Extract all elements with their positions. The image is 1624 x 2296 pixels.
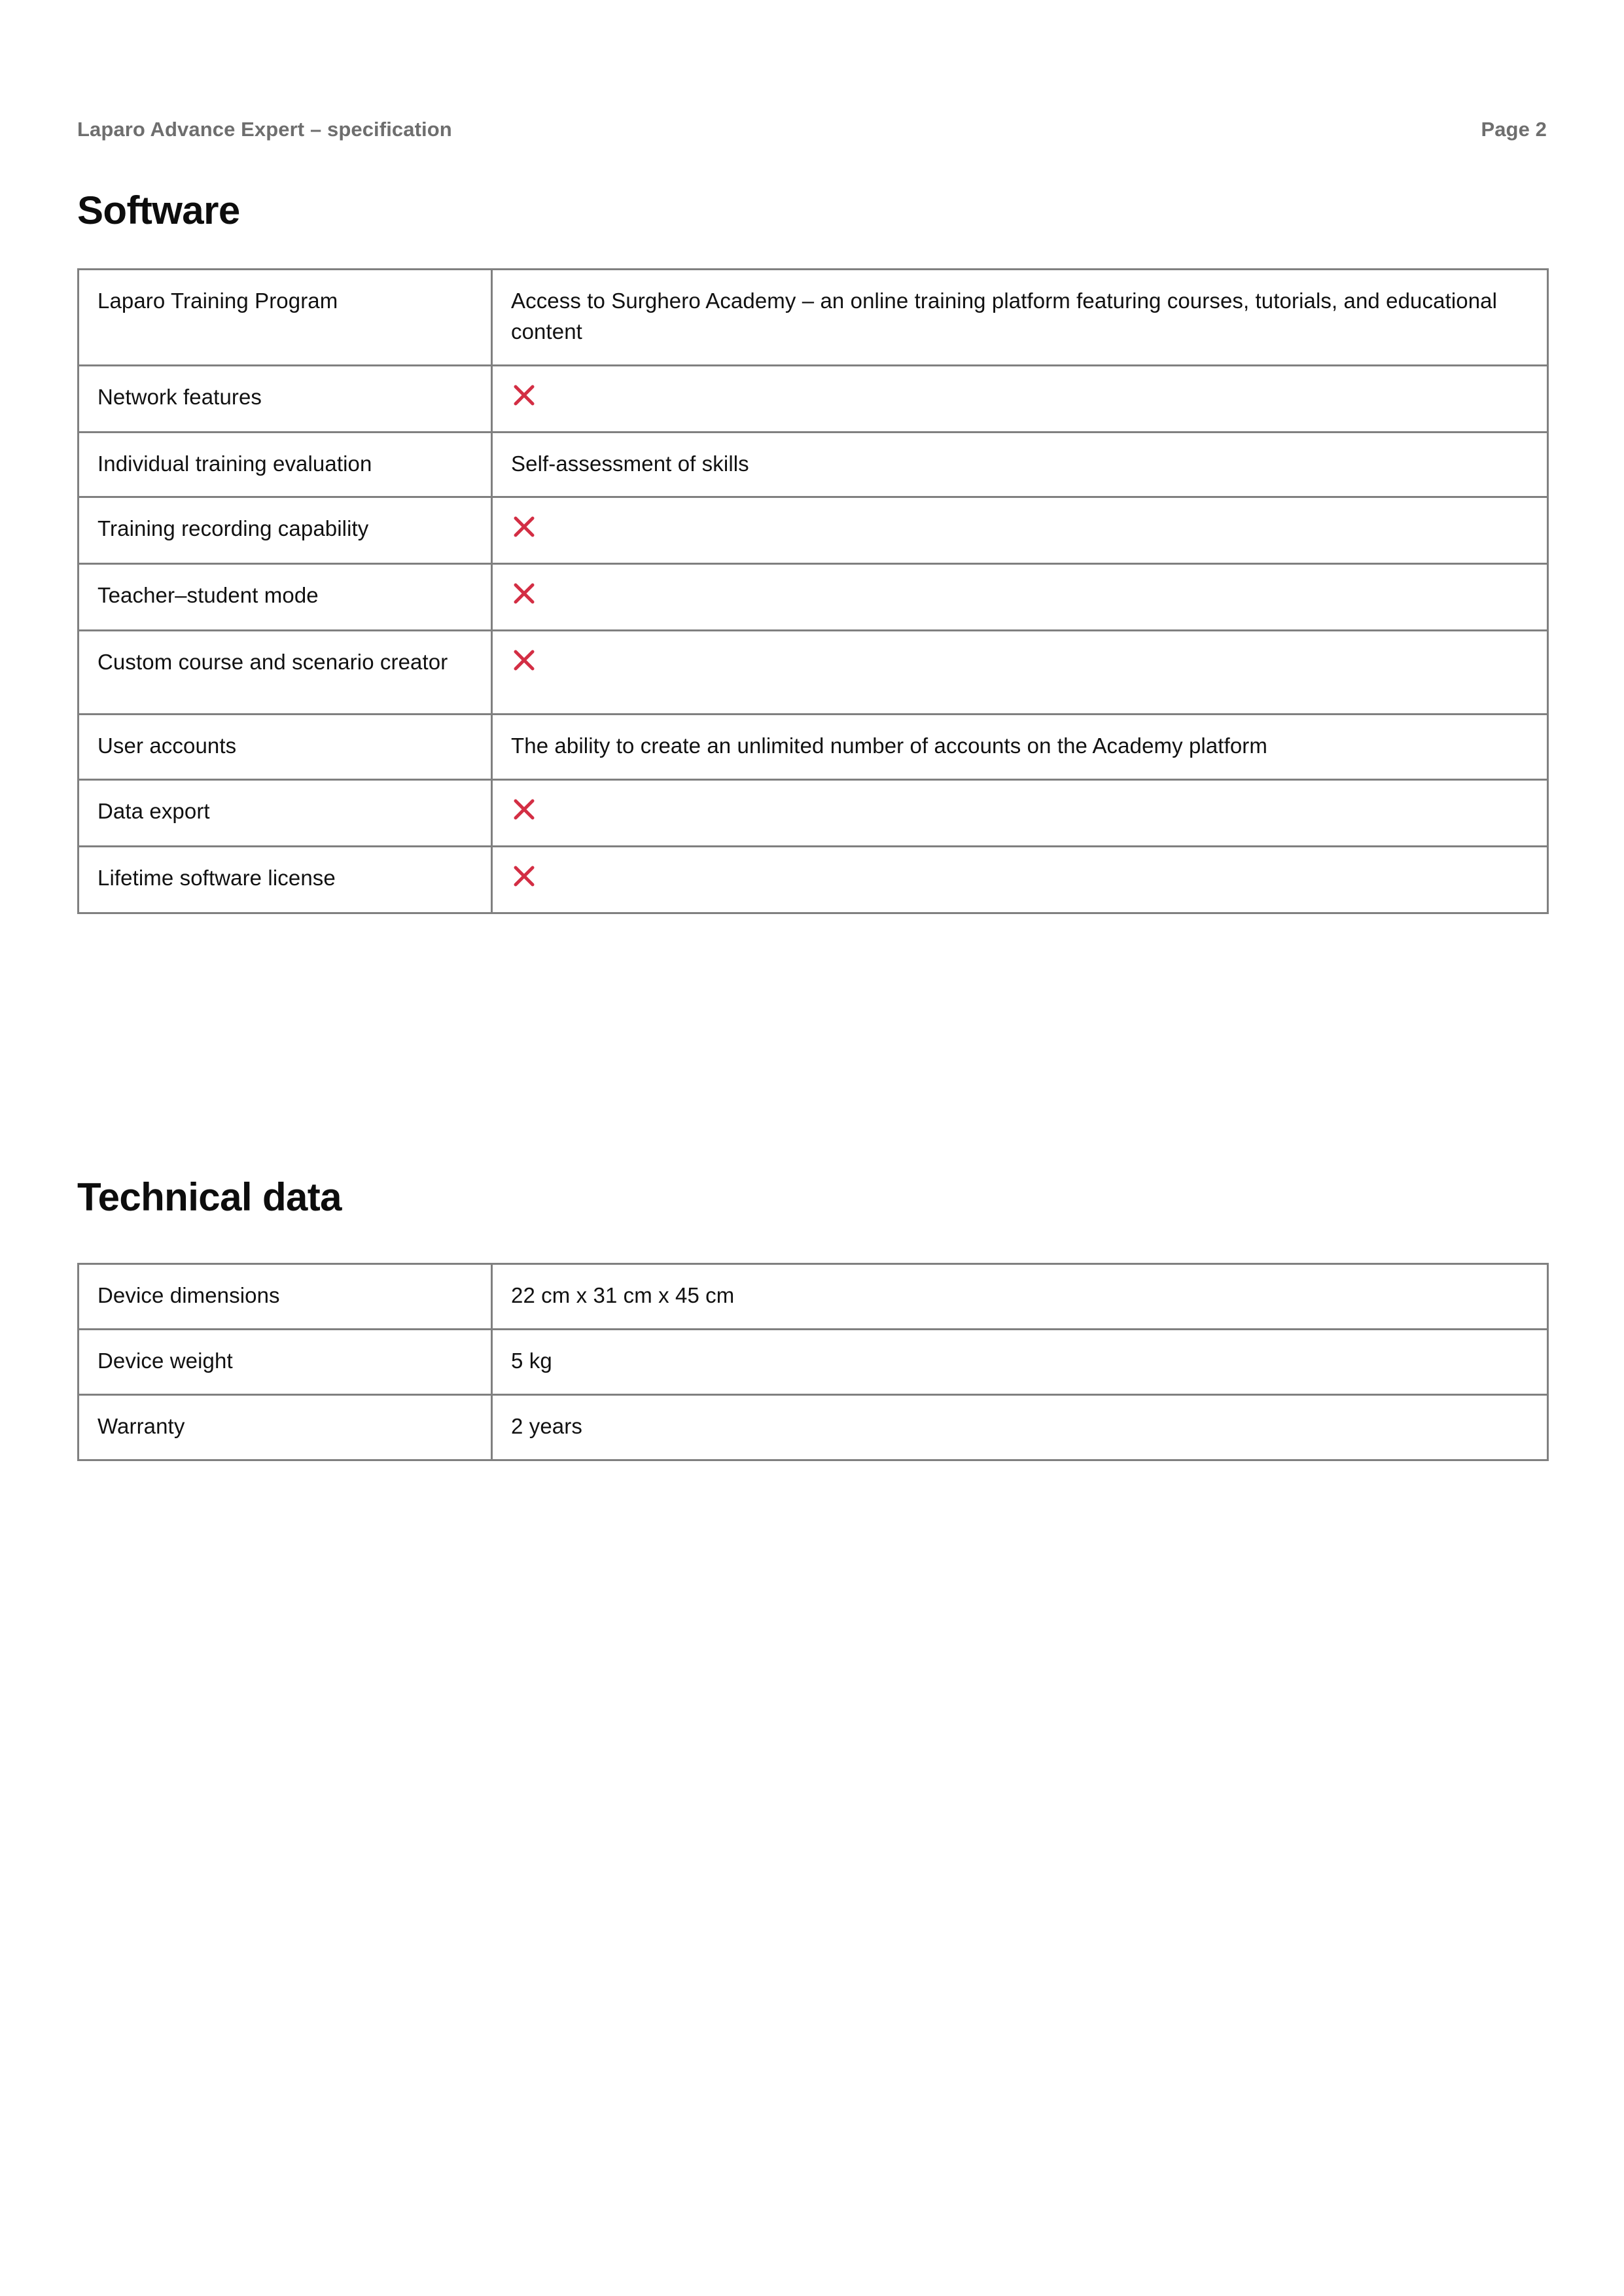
technical-table-body xyxy=(79,1264,1548,1460)
spec-value-text: Self-assessment of skills xyxy=(511,451,749,476)
spec-label-cell: Training recording capability xyxy=(79,497,492,564)
spec-label-cell: Device dimensions xyxy=(79,1264,492,1330)
spec-label-cell: Network features xyxy=(79,365,492,432)
cross-mark-icon xyxy=(511,382,537,408)
table-row xyxy=(79,564,1548,631)
spec-value-text: 22 cm x 31 cm x 45 cm xyxy=(511,1283,735,1307)
table-row xyxy=(79,270,1548,366)
spec-value-cell xyxy=(492,1329,1548,1394)
table-row xyxy=(79,1394,1548,1460)
spec-label-cell: Data export xyxy=(79,780,492,847)
software-table-body xyxy=(79,270,1548,913)
table-row xyxy=(79,631,1548,715)
spec-value-cell xyxy=(492,365,1548,432)
spec-label-cell: Lifetime software license xyxy=(79,846,492,913)
spec-value-text: The ability to create an unlimited number of accounts on the Academy platform xyxy=(511,733,1267,758)
spec-label-cell: Custom course and scenario creator xyxy=(79,631,492,715)
cross-mark-icon xyxy=(511,863,537,889)
spec-value-cell xyxy=(492,780,1548,847)
section-heading-software: Software xyxy=(77,188,240,232)
table-row xyxy=(79,432,1548,497)
spec-value-text: 2 years xyxy=(511,1413,582,1438)
spec-value-cell xyxy=(492,497,1548,564)
section-heading-technical-data: Technical data xyxy=(77,1175,342,1219)
spec-value-cell xyxy=(492,564,1548,631)
spec-value-text: 5 kg xyxy=(511,1348,552,1373)
spec-label-cell: Individual training evaluation xyxy=(79,432,492,497)
spec-label-cell: Laparo Training Program xyxy=(79,270,492,366)
table-row xyxy=(79,1264,1548,1330)
spec-label-cell: Device weight xyxy=(79,1329,492,1394)
spec-label-cell: Warranty xyxy=(79,1394,492,1460)
spec-value-text: Access to Surghero Academy – an online training platform featuring courses, tutorials, and educational content xyxy=(511,289,1498,344)
spec-label-cell: Teacher–student mode xyxy=(79,564,492,631)
table-row xyxy=(79,1329,1548,1394)
spec-value-cell xyxy=(492,631,1548,715)
table-row xyxy=(79,715,1548,780)
table-row xyxy=(79,365,1548,432)
cross-mark-icon xyxy=(511,647,537,673)
spec-value-cell xyxy=(492,846,1548,913)
cross-mark-icon xyxy=(511,580,537,607)
spec-label-cell: User accounts xyxy=(79,715,492,780)
cross-mark-icon xyxy=(511,514,537,540)
software-specification-table xyxy=(77,268,1549,914)
page-number: Page 2 xyxy=(1481,118,1547,141)
table-row xyxy=(79,780,1548,847)
document-title: Laparo Advance Expert – specification xyxy=(77,118,452,141)
spec-value-cell xyxy=(492,1394,1548,1460)
running-header xyxy=(77,115,1547,144)
cross-mark-icon xyxy=(511,796,537,822)
spec-value-cell xyxy=(492,270,1548,366)
technical-data-table xyxy=(77,1263,1549,1461)
spec-value-cell xyxy=(492,1264,1548,1330)
spec-value-cell xyxy=(492,715,1548,780)
table-row xyxy=(79,497,1548,564)
spec-value-cell xyxy=(492,432,1548,497)
table-row xyxy=(79,846,1548,913)
